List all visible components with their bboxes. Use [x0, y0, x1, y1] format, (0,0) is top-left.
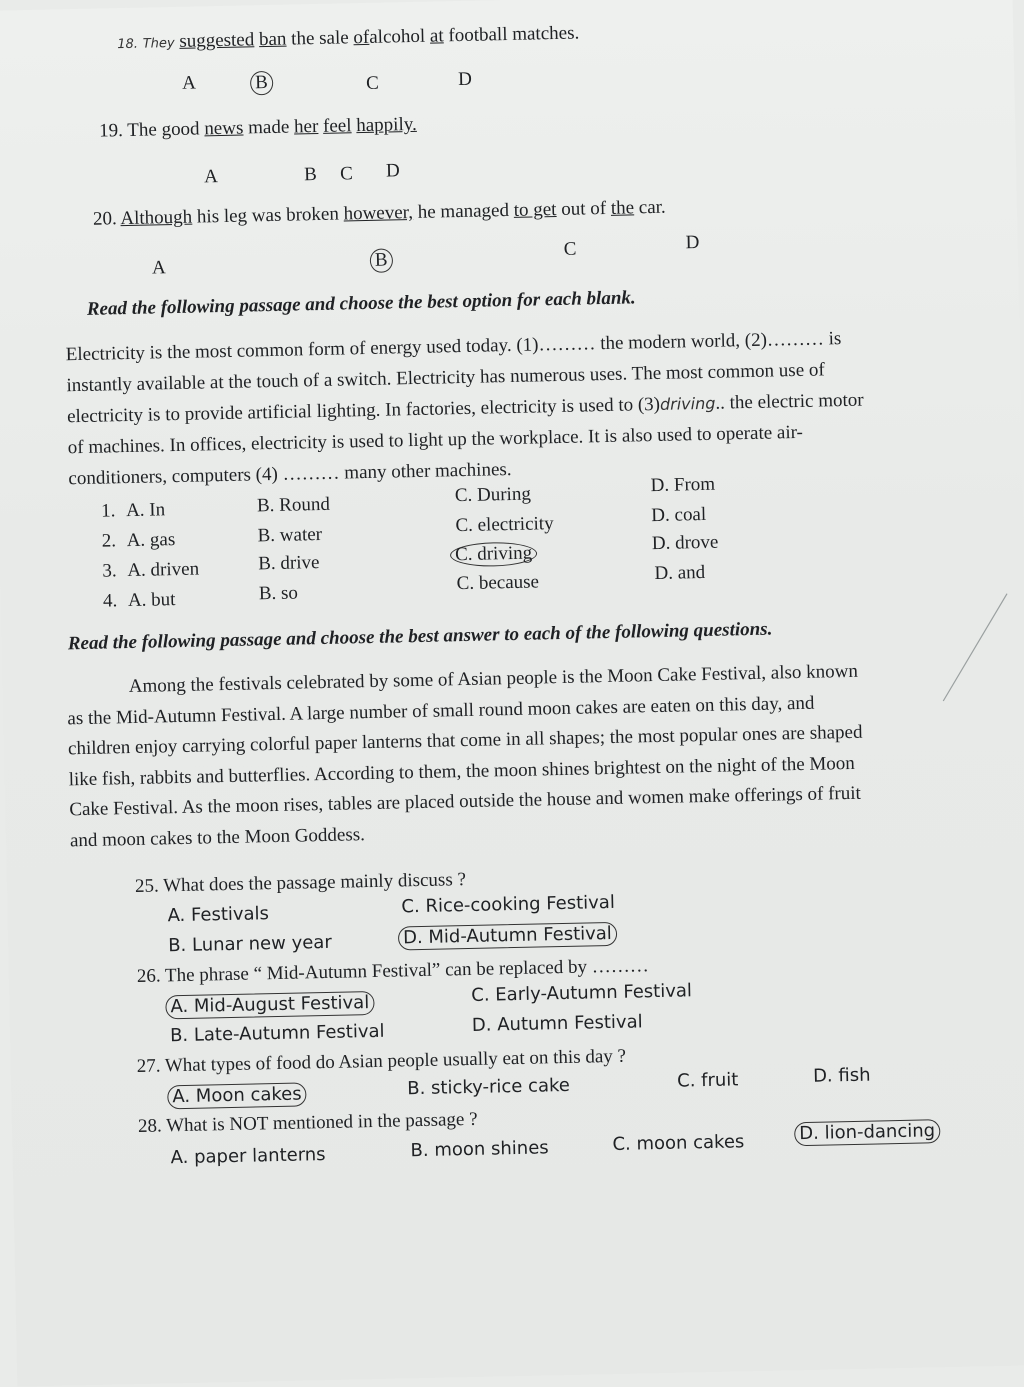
text: .. the electric motor — [715, 389, 864, 414]
option-c-circled — [450, 541, 538, 567]
passage-line: Cake Festival. As the moon rises, tables are placed outside the house and women make offerings of fruit — [69, 782, 862, 821]
question-18 — [117, 22, 579, 54]
text: The good — [127, 118, 200, 141]
option-row-4 — [103, 589, 176, 613]
text: out of — [561, 197, 607, 220]
letter-a: A — [203, 166, 219, 188]
passage-line: instantly available at the touch of a switch. Electricity has numerous uses. The most common use of — [66, 359, 825, 397]
letter-d: D — [385, 160, 400, 182]
passage-line: Electricity is the most common form of energy used today. (1)……… the modern world, (2)……… is — [65, 328, 842, 366]
option-number: 1. — [100, 500, 116, 522]
underlined-d: the — [610, 197, 635, 219]
circled-answer: B — [250, 71, 273, 95]
q25-option-b: B. Lunar new year — [167, 931, 332, 957]
option-b: B. drive — [258, 552, 320, 575]
letter-a: A — [151, 257, 166, 279]
option-b: B. water — [257, 523, 323, 547]
text: his leg was broken — [196, 203, 340, 228]
underlined-b: however, — [343, 202, 414, 225]
handwritten-number: 18. — [117, 36, 139, 53]
underlined-a: suggested — [179, 29, 255, 52]
passage-line: and moon cakes to the Moon Goddess. — [69, 823, 366, 851]
passage-line: like fish, rabbits and butterflies. According to them, the moon shines brightest on the night of the Moon — [68, 752, 856, 790]
q28-option-c: C. moon cakes — [612, 1131, 745, 1156]
section-1-passage — [65, 323, 865, 495]
option-d: D. From — [650, 473, 716, 497]
underlined-c: to get — [513, 198, 557, 221]
option-row-3 — [102, 559, 199, 583]
option-c: C. electricity — [455, 513, 554, 537]
q27-option-d: D. fish — [812, 1064, 871, 1087]
circled-answer: C. driving — [450, 541, 538, 567]
text: made — [247, 116, 290, 139]
passage-line: as the Mid-Autumn Festival. A large number of small round moon cakes are eaten on this day, and — [67, 692, 815, 729]
underlined-d: happily. — [356, 113, 417, 137]
passage-line: conditioners, computers (4) ……… many other machines. — [68, 458, 512, 490]
letter-b: B — [303, 164, 317, 186]
q26-option-c: C. Early-Autumn Festival — [471, 980, 693, 1006]
option-d: D. coal — [651, 503, 707, 527]
option-d: D. drove — [651, 531, 719, 555]
circled-answer: D. lion-dancing — [794, 1119, 940, 1146]
underlined-b: ban — [258, 28, 287, 51]
option-d: D. and — [654, 561, 706, 585]
circled-answer: D. Mid-Autumn Festival — [398, 922, 617, 951]
circled-answer: A. Mid-August Festival — [165, 991, 374, 1019]
option-c: C. During — [454, 483, 532, 507]
passage-line: of machines. In offices, electricity is used to light up the workplace. It is also used to operate air- — [67, 421, 804, 459]
underlined-a: news — [204, 117, 244, 140]
section-2-passage — [66, 657, 864, 857]
passage-line: Among the festivals celebrated by some of Asian people is the Moon Cake Festival, also known — [128, 660, 859, 698]
q26-option-b: B. Late-Autumn Festival — [169, 1020, 385, 1047]
q28-option-b: B. moon shines — [410, 1137, 549, 1162]
letter-c: C — [563, 238, 577, 260]
question-number: 19. — [98, 120, 124, 142]
text: he managed — [417, 199, 510, 223]
section-1-heading: Read the following passage and choose the best option for each blank. — [86, 287, 636, 320]
underlined-d: at — [429, 25, 444, 47]
q25-option-a: A. Festivals — [167, 903, 270, 927]
text: electricity is to provide artificial lighting. In factories, electricity is used to (3) — [66, 393, 661, 428]
letter-c: C — [339, 163, 353, 185]
option-b: B. so — [258, 582, 299, 605]
question-20 — [93, 197, 666, 231]
option-number: 4. — [102, 590, 118, 612]
question-25: 25. What does the passage mainly discuss ? — [134, 869, 467, 897]
question-19 — [99, 114, 417, 143]
underlined-c: of — [353, 26, 370, 49]
q27-option-c: C. fruit — [676, 1069, 739, 1092]
question-number: 20. — [92, 208, 117, 230]
option-row-2 — [101, 529, 175, 553]
text: football matches. — [448, 22, 580, 47]
q27-option-b: B. sticky-rice cake — [407, 1074, 571, 1100]
section-2-heading: Read the following passage and choose the best answer to each of the following questions. — [67, 618, 773, 655]
question-26: 26. The phrase “ Mid-Autumn Festival” can be replaced by ……… — [136, 955, 649, 987]
q25-option-d-circled — [398, 922, 617, 951]
option-b: B. Round — [256, 493, 331, 517]
question-28: 28. What is NOT mentioned in the passage ? — [137, 1108, 478, 1137]
underlined-a: Although — [120, 206, 193, 230]
letter-d: D — [685, 232, 700, 254]
q26-option-d: D. Autumn Festival — [471, 1011, 643, 1036]
question-27: 27. What types of food do Asian people usually eat on this day ? — [136, 1045, 627, 1077]
option-a: A. In — [125, 499, 166, 522]
pen-line — [941, 594, 1009, 701]
text: the sale — [290, 27, 349, 50]
circled-answer: A. Moon cakes — [167, 1082, 307, 1109]
q26-option-a-circled — [165, 991, 374, 1019]
pen-stroke-mark — [931, 590, 1013, 712]
underlined-c: feel — [322, 115, 352, 137]
letter-c: C — [365, 72, 380, 94]
circled-answer: B — [370, 248, 393, 272]
option-number: 3. — [102, 560, 117, 582]
passage-line: children enjoy carrying colorful paper lanterns that come in all shapes; the most popular ones are shaped — [67, 721, 863, 760]
text: car. — [638, 196, 666, 219]
option-c: C. because — [456, 571, 540, 595]
option-a: A. but — [127, 589, 176, 612]
letter-b-circled — [250, 71, 273, 95]
text: alcohol — [369, 25, 426, 48]
underlined-b: her — [293, 115, 319, 138]
option-a: A. driven — [127, 558, 200, 582]
handwritten-answer: driving — [659, 393, 716, 414]
letter-b-circled — [370, 248, 393, 272]
q28-option-a: A. paper lanterns — [170, 1144, 326, 1169]
q25-option-c: C. Rice-cooking Festival — [401, 891, 616, 918]
option-a: A. gas — [126, 529, 176, 552]
handwritten-word: They — [142, 35, 175, 52]
option-row-1 — [101, 499, 166, 522]
letter-a: A — [181, 72, 197, 94]
q27-option-a-circled — [167, 1082, 307, 1109]
letter-d: D — [457, 68, 473, 91]
q28-option-d-circled — [794, 1119, 940, 1146]
option-number: 2. — [101, 530, 117, 552]
